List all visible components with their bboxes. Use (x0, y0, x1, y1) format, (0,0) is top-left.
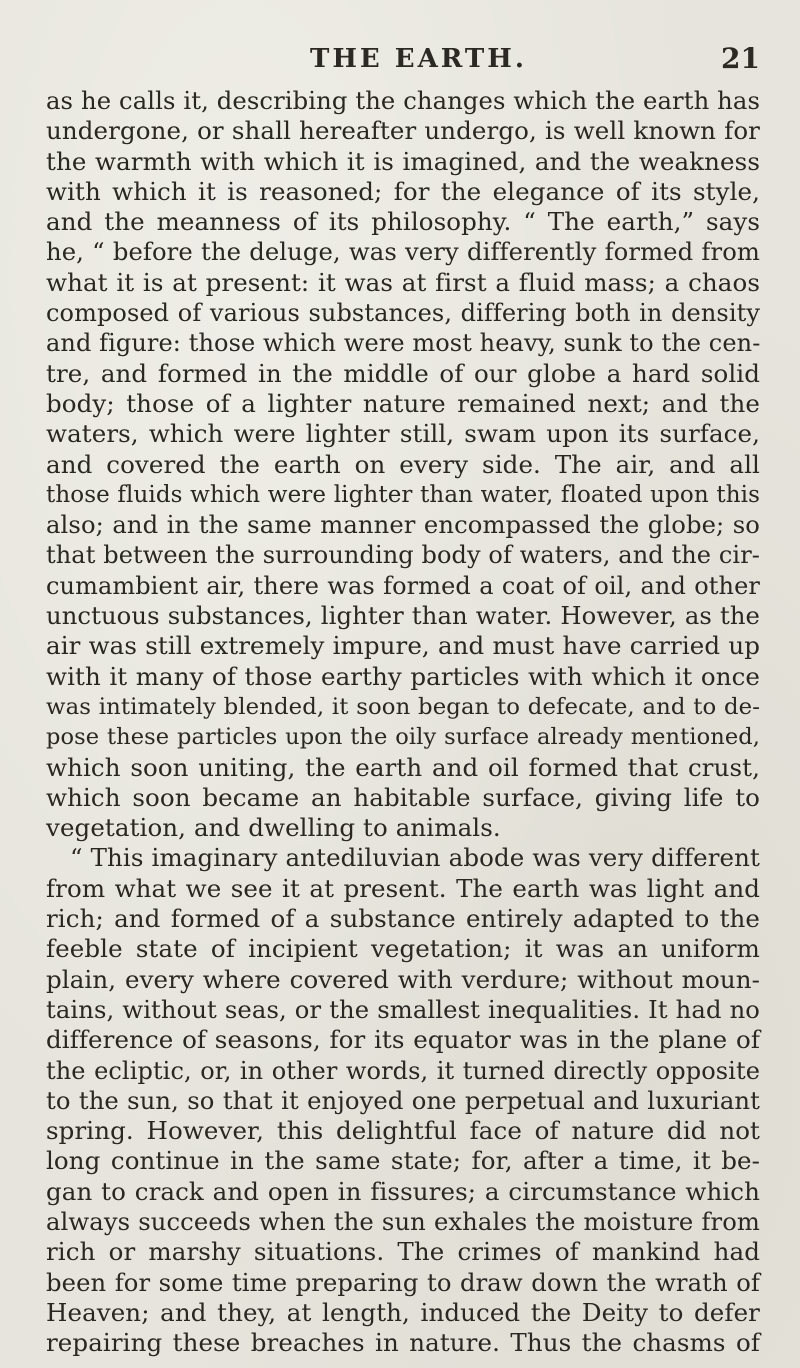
text-line: he, “ before the deluge, was very differently formed from (46, 237, 760, 267)
text-line: always succeeds when the sun exhales the moisture from (46, 1206, 760, 1236)
text-line: body; those of a lighter nature remained next; and the (46, 388, 760, 418)
text-line: undergone, or shall hereafter undergo, is well known for (46, 116, 760, 146)
paragraph-end-line: vegetation, and dwelling to animals. (46, 813, 501, 843)
body-text (46, 86, 760, 1358)
text-line: which soon became an habitable surface, giving life to (46, 782, 760, 812)
text-line: Heaven; and they, at length, induced the Deity to defer (46, 1297, 760, 1327)
text-line: the ecliptic, or, in other words, it turned directly opposite (46, 1056, 760, 1085)
text-line: and covered the earth on every side. The air, and all (46, 449, 760, 479)
text-line: spring. However, this delightful face of nature did not (46, 1116, 760, 1146)
text-line: which soon uniting, the earth and oil formed that crust, (46, 752, 760, 782)
text-line: composed of various substances, differing both in density (46, 299, 760, 328)
text-line: difference of seasons, for its equator was in the plane of (46, 1025, 760, 1055)
text-line: also; and in the same manner encompassed the globe; so (46, 510, 760, 540)
text-line: rich or marshy situations. The crimes of mankind had (46, 1237, 760, 1267)
text-line: waters, which were lighter still, swam upon its surface, (46, 419, 760, 449)
text-line: unctuous substances, lighter than water. However, as the (46, 601, 760, 631)
text-line: and the meanness of its philosophy. “ The earth,” says (46, 207, 760, 237)
text-line: rich; and formed of a substance entirely adapted to the (46, 904, 760, 934)
text-line: been for some time preparing to draw down the wrath of (46, 1267, 760, 1297)
text-line: gan to crack and open in fissures; a circumstance which (46, 1176, 760, 1206)
text-line: from what we see it at present. The earth was light and (46, 873, 760, 903)
text-line: pose these particles upon the oily surface already mentioned, (46, 724, 760, 751)
text-line: as he calls it, describing the changes which the earth has (46, 86, 760, 115)
text-line: cumambient air, there was formed a coat of oil, and other (46, 571, 760, 600)
text-line: air was still extremely impure, and must have carried up (46, 631, 760, 661)
text-line: feeble state of incipient vegetation; it was an uniform (46, 934, 760, 964)
text-line: long continue in the same state; for, after a time, it be- (46, 1146, 760, 1176)
text-line: those fluids which were lighter than water, floated upon this (46, 481, 760, 508)
text-line: with which it is reasoned; for the elegance of its style, (46, 176, 760, 206)
running-head (40, 44, 760, 84)
text-line: and figure: those which were most heavy, sunk to the cen- (46, 329, 761, 358)
text-line: repairing these breaches in nature. Thus the chasms of (46, 1328, 760, 1358)
text-line: to the sun, so that it enjoyed one perpetual and luxuriant (46, 1085, 760, 1115)
text-line: with it many of those earthy particles with which it once (46, 661, 760, 691)
text-line: was intimately blended, it soon began to defecate, and to de- (46, 693, 760, 720)
text-line: what it is at present: it was at first a fluid mass; a chaos (46, 267, 760, 297)
page-number: 21 (721, 42, 760, 75)
text-line: that between the surrounding body of waters, and the cir- (46, 541, 760, 570)
text-line: tre, and formed in the middle of our globe a hard solid (46, 358, 760, 388)
text-line: tains, without seas, or the smallest inequalities. It had no (46, 994, 760, 1024)
text-line: plain, every where covered with verdure; without moun- (46, 964, 760, 994)
text-line: the warmth with which it is imagined, and the weakness (46, 146, 760, 176)
page-title: THE EARTH. (310, 44, 527, 74)
paragraph-start-line: “ This imaginary antediluvian abode was very different (70, 843, 760, 873)
